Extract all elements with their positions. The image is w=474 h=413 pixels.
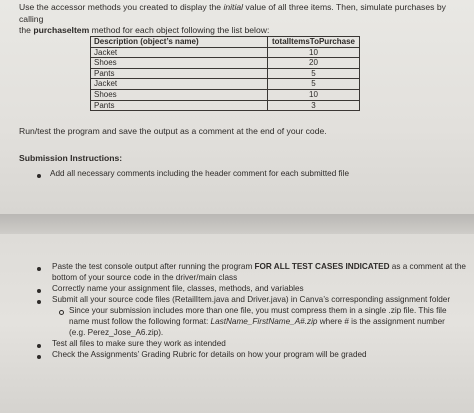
purchase-table (90, 36, 360, 111)
intro-paragraph (19, 2, 464, 37)
row-quantity: 5 (268, 68, 360, 79)
page-gap (0, 214, 474, 234)
row-description: Pants (91, 68, 268, 79)
sub-bullet-zip-line1: Since your submission includes more than one file, you must compress them in a single .zip file. This file (69, 306, 447, 315)
table-header-row (91, 37, 360, 48)
table-row (91, 68, 360, 79)
intro-text-2: value of all three items. Then, simulate purchases by calling (19, 2, 446, 24)
sub-bullet-zip-line2 (69, 317, 445, 328)
bullet-dot-icon (37, 267, 41, 271)
sub-bullet-text-pre: name must follow the following format: (69, 317, 211, 326)
run-test-instruction: Run/test the program and save the output as a comment at the end of your code. (19, 126, 327, 136)
sub-bullet-circle-icon (59, 310, 64, 315)
row-description: Shoes (91, 58, 268, 69)
row-quantity: 5 (268, 79, 360, 90)
table-row (91, 89, 360, 100)
bullet-comments: Add all necessary comments including the header comment for each submitted file (50, 169, 349, 178)
row-quantity: 3 (268, 100, 360, 111)
row-description: Jacket (91, 79, 268, 90)
bullet-dot-icon (37, 355, 41, 359)
intro-line2-post: method for each object following the list below: (89, 25, 270, 35)
intro-italic: initial (223, 2, 244, 12)
bullet-dot-icon (37, 300, 41, 304)
row-description: Jacket (91, 47, 268, 58)
sub-bullet-format: LastName_FirstName_A#.zip (210, 317, 318, 326)
bullet-paste-output (52, 262, 466, 273)
bullet-rubric: Check the Assignments’ Grading Rubric for details on how your program will be graded (52, 350, 367, 359)
row-quantity: 20 (268, 58, 360, 69)
intro-text-1: Use the accessor methods you created to display the (19, 2, 224, 12)
bullet-dot-icon (37, 174, 41, 178)
table-row (91, 58, 360, 69)
table-row (91, 100, 360, 111)
row-description: Pants (91, 100, 268, 111)
submission-heading: Submission Instructions: (19, 153, 123, 163)
header-description: Description (object’s name) (91, 37, 268, 48)
bullet-naming: Correctly name your assignment file, classes, methods, and variables (52, 284, 304, 293)
bullet-dot-icon (37, 344, 41, 348)
row-quantity: 10 (268, 47, 360, 58)
bullet-submit-files: Submit all your source code files (RetailItem.java and Driver.java) in Canva’s corresponding assignment folder (52, 295, 451, 304)
intro-method: purchaseItem (33, 25, 90, 35)
bullet2-text-pre: Paste the test console output after running the program (52, 262, 255, 271)
table-row (91, 47, 360, 58)
row-description: Shoes (91, 89, 268, 100)
bullet2-bold: FOR ALL TEST CASES INDICATED (254, 262, 390, 271)
bullet-paste-output-line2: bottom of your source code in the driver/main class (52, 273, 238, 282)
header-total-items: totalItemsToPurchase (268, 37, 360, 48)
table-row (91, 79, 360, 90)
bullet-test-files: Test all files to make sure they work as intended (52, 339, 226, 348)
bullet-dot-icon (37, 289, 41, 293)
bullet2-text-post: as a comment at the (389, 262, 466, 271)
intro-line2-pre: the (19, 25, 34, 35)
sub-bullet-zip-line3: (e.g. Perez_Jose_A6.zip). (69, 328, 164, 337)
row-quantity: 10 (268, 89, 360, 100)
sub-bullet-text-post: where # is the assignment number (317, 317, 445, 326)
